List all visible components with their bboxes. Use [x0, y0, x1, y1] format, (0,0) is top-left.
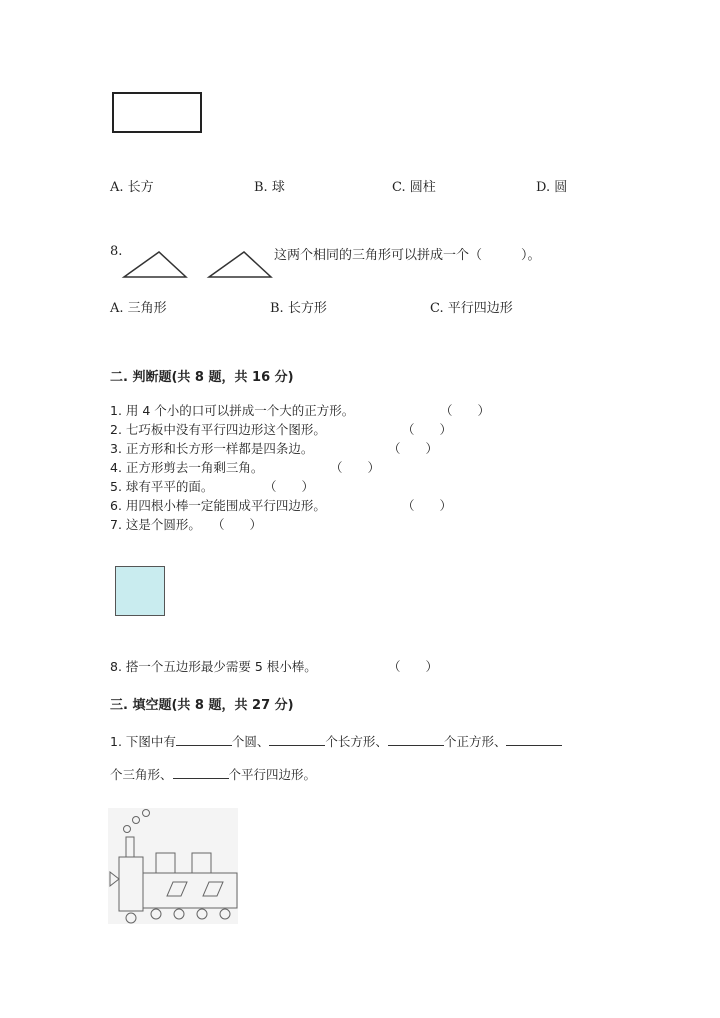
square-figure	[115, 566, 165, 616]
triangle-figure-1	[122, 250, 192, 280]
q7-option-b[interactable]: B. 球	[254, 180, 285, 195]
train-figure	[108, 808, 238, 924]
rectangle-figure	[112, 92, 202, 133]
fill-blank-2[interactable]	[269, 733, 325, 746]
q7-option-a[interactable]: A. 长方	[110, 180, 154, 195]
q8-option-a[interactable]: A. 三角形	[110, 301, 167, 316]
judge-answer-6[interactable]: （ ）	[402, 498, 453, 513]
fill-q1-line2	[110, 765, 316, 783]
fill-blank-5[interactable]	[173, 766, 229, 779]
judge-item-1: 1. 用 4 个小的口可以拼成一个大的正方形。	[110, 403, 355, 418]
judge-item-3: 3. 正方形和长方形一样都是四条边。	[110, 441, 314, 456]
q8-number: 8.	[110, 244, 123, 259]
q7-option-c[interactable]: C. 圆柱	[392, 180, 436, 195]
fill-q1-part5: 个三角形、	[110, 767, 173, 782]
fill-q1-part4: 个正方形、	[443, 734, 507, 749]
fill-blank-3[interactable]	[388, 733, 444, 746]
judge-answer-2[interactable]: （ ）	[402, 422, 453, 437]
fill-q1-part1: 1. 下图中有	[110, 734, 176, 749]
judge-answer-7[interactable]: （ ）	[212, 517, 263, 532]
q7-option-d[interactable]: D. 圆	[536, 180, 568, 195]
q8-option-b[interactable]: B. 长方形	[270, 301, 327, 316]
judge-item-8: 8. 搭一个五边形最少需要 5 根小棒。	[110, 659, 317, 674]
judge-answer-3[interactable]: （ ）	[388, 441, 439, 456]
section3-title: 三. 填空题(共 8 题，共 27 分)	[110, 698, 294, 713]
q8-option-c[interactable]: C. 平行四边形	[430, 301, 513, 316]
judge-answer-8[interactable]: （ ）	[388, 659, 439, 674]
fill-q1-part2: 个圆、	[231, 734, 270, 749]
section2-title: 二. 判断题(共 8 题，共 16 分)	[110, 370, 294, 385]
judge-item-7: 7. 这是个圆形。	[110, 517, 201, 532]
fill-q1-part3: 个长方形、	[325, 734, 388, 749]
fill-blank-4[interactable]	[506, 733, 562, 746]
judge-item-6: 6. 用四根小棒一定能围成平行四边形。	[110, 498, 326, 513]
judge-answer-5[interactable]: （ ）	[264, 479, 315, 494]
judge-item-4: 4. 正方形剪去一角剩三角。	[110, 460, 264, 475]
q8-question-text: 这两个相同的三角形可以拼成一个（ ）。	[274, 248, 541, 263]
fill-blank-1[interactable]	[176, 733, 232, 746]
judge-answer-4[interactable]: （ ）	[330, 460, 381, 475]
judge-item-2: 2. 七巧板中没有平行四边形这个图形。	[110, 422, 326, 437]
triangle-figure-2	[207, 250, 277, 280]
fill-q1-line1	[110, 732, 562, 750]
judge-answer-1[interactable]: （ ）	[440, 403, 491, 418]
judge-item-5: 5. 球有平平的面。	[110, 479, 214, 494]
fill-q1-part6: 个平行四边形。	[228, 767, 317, 782]
